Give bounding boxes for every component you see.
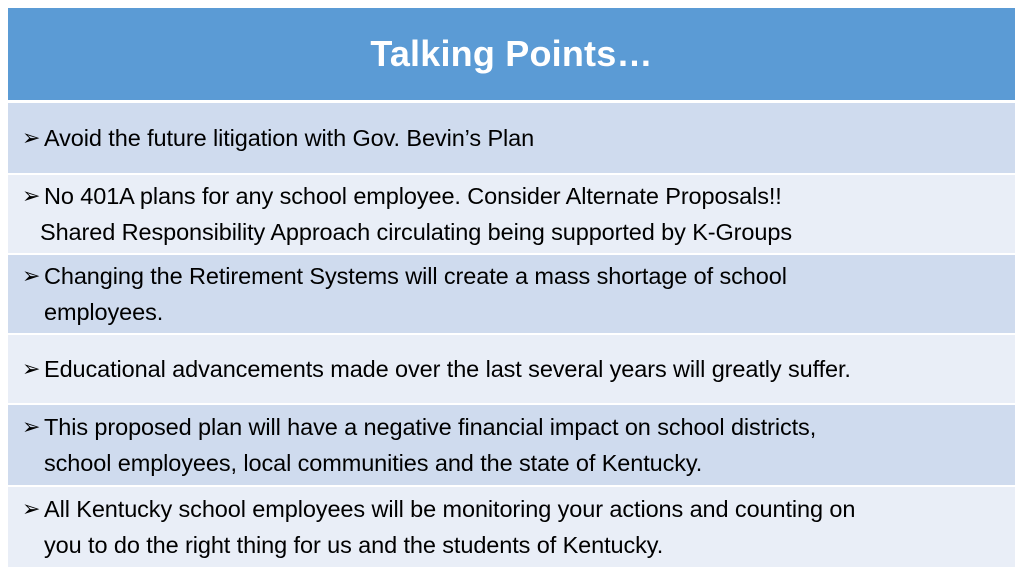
talking-point-line: Shared Responsibility Approach circulating being supported by K-Groups [40, 219, 792, 245]
arrow-bullet-icon: ➢ [22, 263, 41, 288]
talking-point-line: Changing the Retirement Systems will create a mass shortage of school [44, 263, 787, 289]
slide-title: Talking Points… [370, 33, 653, 74]
talking-point-row [8, 255, 1015, 335]
talking-point-row [8, 405, 1015, 487]
talking-point-row [8, 335, 1015, 405]
talking-point-text [40, 178, 1005, 250]
talking-point-row [8, 175, 1015, 255]
arrow-bullet-icon: ➢ [22, 356, 41, 381]
talking-point-text [44, 491, 1005, 563]
arrow-bullet-icon: ➢ [22, 183, 41, 208]
talking-point-line: Educational advancements made over the last several years will greatly suffer. [44, 356, 851, 382]
talking-point-row [8, 103, 1015, 175]
talking-point-line: Avoid the future litigation with Gov. Bevin’s Plan [44, 125, 535, 151]
talking-point-line: This proposed plan will have a negative financial impact on school districts, [44, 414, 817, 440]
arrow-bullet-icon: ➢ [22, 125, 41, 150]
talking-point-row [8, 487, 1015, 567]
arrow-bullet-icon: ➢ [22, 414, 41, 439]
talking-point-text [44, 351, 1005, 387]
talking-point-line: you to do the right thing for us and the students of Kentucky. [44, 532, 664, 558]
talking-point-line: No 401A plans for any school employee. Consider Alternate Proposals!! [44, 183, 782, 209]
talking-point-line: school employees, local communities and the state of Kentucky. [44, 450, 703, 476]
talking-point-line: All Kentucky school employees will be monitoring your actions and counting on [44, 496, 856, 522]
talking-point-text [44, 409, 1005, 481]
title-bar [8, 8, 1015, 103]
talking-point-line: employees. [44, 299, 164, 325]
talking-point-text [44, 120, 1005, 156]
arrow-bullet-icon: ➢ [22, 496, 41, 521]
talking-point-text [44, 258, 1005, 330]
